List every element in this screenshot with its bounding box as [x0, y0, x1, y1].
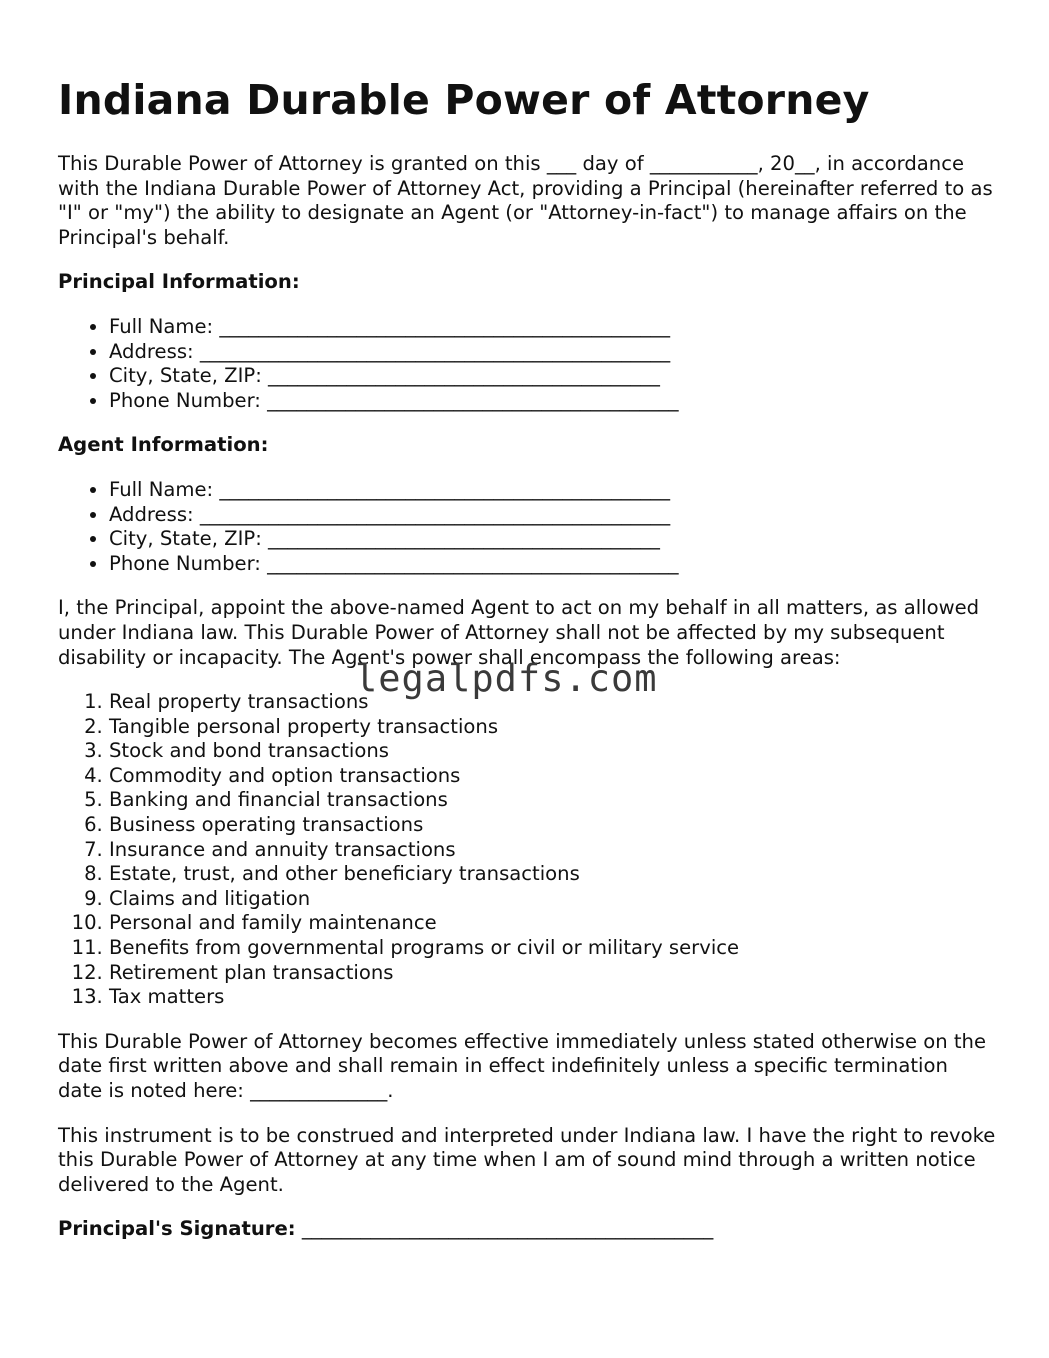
signature-blank: __________________________________________	[301, 1217, 714, 1241]
power-item: 11. Benefits from governmental programs or civil or military service	[109, 936, 998, 961]
principal-info-list	[58, 315, 998, 413]
agent-phone-field: • Phone Number: __________________________________________	[109, 552, 998, 577]
power-item: 3. Stock and bond transactions	[109, 739, 998, 764]
signature-line	[58, 1217, 998, 1242]
signature-label: Principal's Signature:	[58, 1217, 296, 1241]
agent-info-heading: Agent Information:	[58, 433, 269, 457]
governing-law-paragraph: This instrument is to be construed and interpreted under Indiana law. I have the right to revoke this Durable Power of Attorney at any time when I am of sound mind through a written notice delivered to the Agent.	[58, 1123, 996, 1196]
power-item: 5. Banking and financial transactions	[109, 788, 998, 813]
agent-address-field: • Address: ________________________________________________	[109, 503, 998, 528]
principal-address-field: • Address: ________________________________________________	[109, 340, 998, 365]
principal-phone-field: • Phone Number: __________________________________________	[109, 389, 998, 414]
power-item: 4. Commodity and option transactions	[109, 764, 998, 789]
principal-info-heading: Principal Information:	[58, 270, 300, 294]
power-item: 2. Tangible personal property transactions	[109, 715, 998, 740]
principal-full-name-field: • Full Name: ______________________________________________	[109, 315, 998, 340]
effective-date-paragraph: This Durable Power of Attorney becomes effective immediately unless stated otherwise on the date first written above and shall remain in effect indefinitely unless a specific termination date is noted here: ______________.	[58, 1029, 987, 1102]
agent-info-list	[58, 478, 998, 576]
power-item: 6. Business operating transactions	[109, 813, 998, 838]
power-item: 7. Insurance and annuity transactions	[109, 838, 998, 863]
power-item: 12. Retirement plan transactions	[109, 961, 998, 986]
watermark: legalpdfs.com	[355, 657, 658, 700]
power-item: 8. Estate, trust, and other beneficiary transactions	[109, 862, 998, 887]
agent-full-name-field: • Full Name: ______________________________________________	[109, 478, 998, 503]
intro-paragraph: This Durable Power of Attorney is granted on this ___ day of ___________, 20__, in accordance with the Indiana Durable Power of Attorney Act, providing a Principal (hereinafter referred to as "I" or "my") the ability to designate an Agent (or "Attorney-in-fact") to manage affairs on the Principal's behalf.	[58, 152, 993, 249]
powers-list	[58, 690, 998, 1010]
appointment-paragraph: I, the Principal, appoint the above-named Agent to act on my behalf in all matters, as allowed under Indiana law. This Durable Power of Attorney shall not be affected by my subsequent disability or incapacity. The Agent's power shall encompass the following areas:	[58, 596, 980, 669]
power-item: 10. Personal and family maintenance	[109, 911, 998, 936]
power-item: 1. Real property transactions	[109, 690, 998, 715]
document-title: Indiana Durable Power of Attorney	[58, 76, 870, 124]
power-item: 9. Claims and litigation	[109, 887, 998, 912]
power-item: 13. Tax matters	[109, 985, 998, 1010]
principal-city-state-zip-field: • City, State, ZIP: ________________________________________	[109, 364, 998, 389]
agent-city-state-zip-field: • City, State, ZIP: ________________________________________	[109, 527, 998, 552]
